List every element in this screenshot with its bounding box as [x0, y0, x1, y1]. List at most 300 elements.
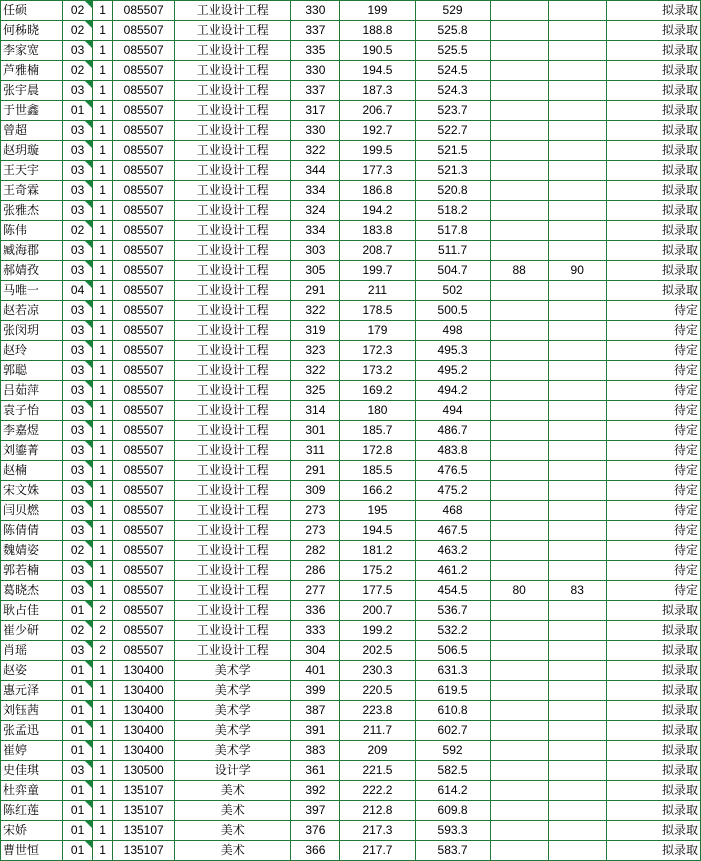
cell-major-code[interactable]: 085507	[113, 161, 175, 181]
cell-written-score[interactable]: 286	[291, 561, 340, 581]
cell-applicant-name[interactable]: 郭若楠	[1, 561, 63, 581]
cell-extra-score-1[interactable]	[490, 561, 548, 581]
cell-interview-score[interactable]: 173.2	[340, 361, 415, 381]
cell-total-score[interactable]: 525.8	[415, 21, 490, 41]
cell-extra-score-1[interactable]	[490, 341, 548, 361]
cell-major-code[interactable]: 085507	[113, 81, 175, 101]
cell-admission-status[interactable]: 拟录取	[606, 801, 700, 821]
cell-study-type[interactable]: 1	[93, 101, 113, 121]
cell-interview-score[interactable]: 217.7	[340, 841, 415, 861]
cell-major-code[interactable]: 085507	[113, 101, 175, 121]
table-row[interactable]	[1, 181, 701, 201]
cell-extra-score-2[interactable]	[548, 641, 606, 661]
cell-written-score[interactable]: 322	[291, 141, 340, 161]
cell-direction-code[interactable]	[63, 741, 93, 761]
cell-interview-score[interactable]: 230.3	[340, 661, 415, 681]
cell-total-score[interactable]: 511.7	[415, 241, 490, 261]
cell-direction-code[interactable]	[63, 481, 93, 501]
cell-extra-score-1[interactable]	[490, 321, 548, 341]
cell-major-code[interactable]: 085507	[113, 501, 175, 521]
cell-major-name[interactable]: 工业设计工程	[175, 181, 291, 201]
cell-study-type[interactable]: 1	[93, 281, 113, 301]
cell-total-score[interactable]: 454.5	[415, 581, 490, 601]
cell-direction-code[interactable]	[63, 1, 93, 21]
cell-extra-score-2[interactable]	[548, 61, 606, 81]
table-row[interactable]	[1, 821, 701, 841]
cell-major-code[interactable]: 085507	[113, 201, 175, 221]
cell-written-score[interactable]: 401	[291, 661, 340, 681]
cell-study-type[interactable]: 1	[93, 21, 113, 41]
cell-extra-score-1[interactable]	[490, 781, 548, 801]
cell-admission-status[interactable]: 拟录取	[606, 681, 700, 701]
cell-extra-score-2[interactable]	[548, 621, 606, 641]
cell-extra-score-2[interactable]	[548, 401, 606, 421]
cell-study-type[interactable]: 1	[93, 221, 113, 241]
cell-extra-score-2[interactable]	[548, 701, 606, 721]
cell-direction-code[interactable]	[63, 821, 93, 841]
cell-study-type[interactable]: 1	[93, 501, 113, 521]
cell-direction-code[interactable]	[63, 381, 93, 401]
table-row[interactable]	[1, 61, 701, 81]
table-row[interactable]	[1, 221, 701, 241]
cell-major-name[interactable]: 工业设计工程	[175, 501, 291, 521]
cell-total-score[interactable]: 520.8	[415, 181, 490, 201]
cell-major-name[interactable]: 工业设计工程	[175, 541, 291, 561]
cell-extra-score-1[interactable]	[490, 61, 548, 81]
cell-total-score[interactable]: 592	[415, 741, 490, 761]
cell-interview-score[interactable]: 199	[340, 1, 415, 21]
cell-total-score[interactable]: 536.7	[415, 601, 490, 621]
table-row[interactable]	[1, 161, 701, 181]
cell-total-score[interactable]: 518.2	[415, 201, 490, 221]
cell-major-code[interactable]: 085507	[113, 421, 175, 441]
table-row[interactable]	[1, 781, 701, 801]
cell-interview-score[interactable]: 222.2	[340, 781, 415, 801]
cell-major-code[interactable]: 130400	[113, 741, 175, 761]
cell-study-type[interactable]: 1	[93, 261, 113, 281]
cell-direction-code[interactable]	[63, 281, 93, 301]
cell-major-name[interactable]: 美术	[175, 821, 291, 841]
cell-major-code[interactable]: 085507	[113, 361, 175, 381]
cell-interview-score[interactable]: 190.5	[340, 41, 415, 61]
cell-extra-score-1[interactable]	[490, 161, 548, 181]
cell-applicant-name[interactable]: 肖瑶	[1, 641, 63, 661]
cell-extra-score-2[interactable]	[548, 481, 606, 501]
cell-major-code[interactable]: 085507	[113, 441, 175, 461]
cell-interview-score[interactable]: 211	[340, 281, 415, 301]
cell-major-code[interactable]: 130400	[113, 701, 175, 721]
cell-direction-code[interactable]	[63, 721, 93, 741]
cell-written-score[interactable]: 291	[291, 461, 340, 481]
cell-major-name[interactable]: 美术学	[175, 681, 291, 701]
cell-applicant-name[interactable]: 李嘉煜	[1, 421, 63, 441]
cell-applicant-name[interactable]: 赵楠	[1, 461, 63, 481]
cell-study-type[interactable]: 2	[93, 641, 113, 661]
cell-written-score[interactable]: 282	[291, 541, 340, 561]
cell-major-name[interactable]: 工业设计工程	[175, 101, 291, 121]
cell-admission-status[interactable]: 拟录取	[606, 661, 700, 681]
cell-major-name[interactable]: 工业设计工程	[175, 121, 291, 141]
cell-interview-score[interactable]: 199.5	[340, 141, 415, 161]
cell-extra-score-2[interactable]	[548, 561, 606, 581]
cell-direction-code[interactable]	[63, 501, 93, 521]
cell-interview-score[interactable]: 199.7	[340, 261, 415, 281]
cell-study-type[interactable]: 1	[93, 661, 113, 681]
cell-study-type[interactable]: 1	[93, 301, 113, 321]
cell-interview-score[interactable]: 188.8	[340, 21, 415, 41]
cell-direction-code[interactable]	[63, 441, 93, 461]
cell-total-score[interactable]: 467.5	[415, 521, 490, 541]
cell-direction-code[interactable]	[63, 521, 93, 541]
cell-study-type[interactable]: 1	[93, 521, 113, 541]
cell-admission-status[interactable]: 拟录取	[606, 821, 700, 841]
cell-study-type[interactable]: 1	[93, 161, 113, 181]
cell-admission-status[interactable]: 拟录取	[606, 641, 700, 661]
cell-extra-score-2[interactable]	[548, 841, 606, 861]
cell-applicant-name[interactable]: 葛晓杰	[1, 581, 63, 601]
cell-study-type[interactable]: 1	[93, 581, 113, 601]
cell-major-code[interactable]: 085507	[113, 581, 175, 601]
cell-study-type[interactable]: 1	[93, 461, 113, 481]
cell-interview-score[interactable]: 220.5	[340, 681, 415, 701]
cell-major-name[interactable]: 工业设计工程	[175, 81, 291, 101]
cell-extra-score-1[interactable]	[490, 301, 548, 321]
cell-interview-score[interactable]: 194.2	[340, 201, 415, 221]
cell-admission-status[interactable]: 待定	[606, 521, 700, 541]
cell-direction-code[interactable]	[63, 161, 93, 181]
cell-extra-score-2[interactable]	[548, 121, 606, 141]
cell-major-code[interactable]: 135107	[113, 821, 175, 841]
cell-study-type[interactable]: 1	[93, 561, 113, 581]
cell-study-type[interactable]: 2	[93, 601, 113, 621]
cell-written-score[interactable]: 334	[291, 221, 340, 241]
cell-study-type[interactable]: 1	[93, 381, 113, 401]
cell-extra-score-2[interactable]	[548, 761, 606, 781]
cell-direction-code[interactable]	[63, 561, 93, 581]
cell-admission-status[interactable]: 待定	[606, 321, 700, 341]
cell-applicant-name[interactable]: 陈倩倩	[1, 521, 63, 541]
cell-study-type[interactable]: 1	[93, 1, 113, 21]
cell-interview-score[interactable]: 166.2	[340, 481, 415, 501]
cell-study-type[interactable]: 1	[93, 801, 113, 821]
cell-interview-score[interactable]: 206.7	[340, 101, 415, 121]
cell-applicant-name[interactable]: 崔婷	[1, 741, 63, 761]
cell-direction-code[interactable]	[63, 121, 93, 141]
cell-major-code[interactable]: 085507	[113, 281, 175, 301]
table-row[interactable]	[1, 561, 701, 581]
table-row[interactable]	[1, 661, 701, 681]
cell-study-type[interactable]: 1	[93, 181, 113, 201]
cell-interview-score[interactable]: 169.2	[340, 381, 415, 401]
cell-major-name[interactable]: 工业设计工程	[175, 21, 291, 41]
table-row[interactable]	[1, 361, 701, 381]
cell-extra-score-1[interactable]	[490, 201, 548, 221]
cell-extra-score-1[interactable]	[490, 621, 548, 641]
cell-extra-score-2[interactable]	[548, 381, 606, 401]
cell-major-code[interactable]: 085507	[113, 121, 175, 141]
cell-interview-score[interactable]: 202.5	[340, 641, 415, 661]
cell-direction-code[interactable]	[63, 181, 93, 201]
cell-extra-score-2[interactable]	[548, 421, 606, 441]
table-row[interactable]	[1, 581, 701, 601]
cell-study-type[interactable]: 1	[93, 361, 113, 381]
cell-major-code[interactable]: 085507	[113, 341, 175, 361]
cell-interview-score[interactable]: 179	[340, 321, 415, 341]
cell-extra-score-1[interactable]	[490, 701, 548, 721]
table-row[interactable]	[1, 301, 701, 321]
cell-direction-code[interactable]	[63, 41, 93, 61]
cell-total-score[interactable]: 506.5	[415, 641, 490, 661]
cell-direction-code[interactable]	[63, 781, 93, 801]
cell-extra-score-1[interactable]	[490, 501, 548, 521]
cell-written-score[interactable]: 301	[291, 421, 340, 441]
cell-extra-score-1[interactable]	[490, 121, 548, 141]
cell-interview-score[interactable]: 183.8	[340, 221, 415, 241]
cell-written-score[interactable]: 322	[291, 361, 340, 381]
cell-direction-code[interactable]	[63, 201, 93, 221]
cell-extra-score-1[interactable]	[490, 821, 548, 841]
cell-admission-status[interactable]: 拟录取	[606, 601, 700, 621]
cell-total-score[interactable]: 502	[415, 281, 490, 301]
cell-total-score[interactable]: 583.7	[415, 841, 490, 861]
cell-total-score[interactable]: 495.3	[415, 341, 490, 361]
cell-interview-score[interactable]: 223.8	[340, 701, 415, 721]
cell-major-name[interactable]: 设计学	[175, 761, 291, 781]
cell-applicant-name[interactable]: 赵姿	[1, 661, 63, 681]
cell-study-type[interactable]: 1	[93, 121, 113, 141]
cell-direction-code[interactable]	[63, 341, 93, 361]
table-row[interactable]	[1, 381, 701, 401]
cell-major-code[interactable]: 085507	[113, 181, 175, 201]
cell-applicant-name[interactable]: 魏婧姿	[1, 541, 63, 561]
cell-major-code[interactable]: 085507	[113, 41, 175, 61]
cell-total-score[interactable]: 593.3	[415, 821, 490, 841]
cell-major-name[interactable]: 美术	[175, 841, 291, 861]
cell-study-type[interactable]: 1	[93, 61, 113, 81]
cell-written-score[interactable]: 304	[291, 641, 340, 661]
cell-extra-score-1[interactable]	[490, 601, 548, 621]
cell-major-code[interactable]: 085507	[113, 481, 175, 501]
cell-applicant-name[interactable]: 何秭晓	[1, 21, 63, 41]
cell-major-name[interactable]: 工业设计工程	[175, 241, 291, 261]
cell-interview-score[interactable]: 178.5	[340, 301, 415, 321]
cell-extra-score-1[interactable]	[490, 461, 548, 481]
cell-extra-score-2[interactable]	[548, 501, 606, 521]
cell-written-score[interactable]: 311	[291, 441, 340, 461]
cell-extra-score-2[interactable]: 83	[548, 581, 606, 601]
cell-written-score[interactable]: 322	[291, 301, 340, 321]
cell-interview-score[interactable]: 192.7	[340, 121, 415, 141]
cell-written-score[interactable]: 334	[291, 181, 340, 201]
cell-extra-score-1[interactable]	[490, 761, 548, 781]
cell-extra-score-1[interactable]	[490, 841, 548, 861]
cell-major-name[interactable]: 工业设计工程	[175, 561, 291, 581]
cell-written-score[interactable]: 324	[291, 201, 340, 221]
cell-admission-status[interactable]: 拟录取	[606, 161, 700, 181]
cell-direction-code[interactable]	[63, 141, 93, 161]
cell-interview-score[interactable]: 200.7	[340, 601, 415, 621]
cell-extra-score-2[interactable]	[548, 181, 606, 201]
cell-admission-status[interactable]: 待定	[606, 341, 700, 361]
cell-study-type[interactable]: 1	[93, 201, 113, 221]
cell-major-name[interactable]: 工业设计工程	[175, 521, 291, 541]
table-row[interactable]	[1, 621, 701, 641]
cell-interview-score[interactable]: 186.8	[340, 181, 415, 201]
cell-interview-score[interactable]: 212.8	[340, 801, 415, 821]
cell-total-score[interactable]: 619.5	[415, 681, 490, 701]
table-row[interactable]	[1, 21, 701, 41]
cell-extra-score-1[interactable]	[490, 241, 548, 261]
cell-major-code[interactable]: 085507	[113, 321, 175, 341]
cell-written-score[interactable]: 319	[291, 321, 340, 341]
table-row[interactable]	[1, 601, 701, 621]
cell-admission-status[interactable]: 拟录取	[606, 241, 700, 261]
cell-interview-score[interactable]: 211.7	[340, 721, 415, 741]
cell-extra-score-1[interactable]	[490, 1, 548, 21]
cell-total-score[interactable]: 517.8	[415, 221, 490, 241]
cell-extra-score-1[interactable]	[490, 101, 548, 121]
cell-interview-score[interactable]: 194.5	[340, 61, 415, 81]
cell-applicant-name[interactable]: 马唯一	[1, 281, 63, 301]
cell-applicant-name[interactable]: 赵玥璇	[1, 141, 63, 161]
cell-direction-code[interactable]	[63, 401, 93, 421]
cell-major-name[interactable]: 工业设计工程	[175, 61, 291, 81]
cell-applicant-name[interactable]: 崔少研	[1, 621, 63, 641]
cell-direction-code[interactable]	[63, 701, 93, 721]
cell-direction-code[interactable]	[63, 21, 93, 41]
cell-total-score[interactable]: 532.2	[415, 621, 490, 641]
cell-admission-status[interactable]: 拟录取	[606, 121, 700, 141]
cell-applicant-name[interactable]: 李家宽	[1, 41, 63, 61]
cell-admission-status[interactable]: 拟录取	[606, 281, 700, 301]
cell-applicant-name[interactable]: 袁子怡	[1, 401, 63, 421]
cell-written-score[interactable]: 337	[291, 81, 340, 101]
cell-total-score[interactable]: 524.5	[415, 61, 490, 81]
cell-major-code[interactable]: 135107	[113, 801, 175, 821]
cell-written-score[interactable]: 376	[291, 821, 340, 841]
cell-applicant-name[interactable]: 惠元泽	[1, 681, 63, 701]
cell-extra-score-1[interactable]	[490, 21, 548, 41]
cell-extra-score-1[interactable]	[490, 281, 548, 301]
cell-major-code[interactable]: 085507	[113, 21, 175, 41]
cell-interview-score[interactable]: 195	[340, 501, 415, 521]
cell-total-score[interactable]: 614.2	[415, 781, 490, 801]
cell-major-code[interactable]: 085507	[113, 261, 175, 281]
cell-major-code[interactable]: 085507	[113, 541, 175, 561]
table-row[interactable]	[1, 761, 701, 781]
cell-direction-code[interactable]	[63, 101, 93, 121]
cell-extra-score-1[interactable]	[490, 441, 548, 461]
cell-extra-score-2[interactable]	[548, 541, 606, 561]
table-row[interactable]	[1, 841, 701, 861]
cell-extra-score-1[interactable]	[490, 741, 548, 761]
cell-extra-score-1[interactable]	[490, 221, 548, 241]
cell-extra-score-1[interactable]: 88	[490, 261, 548, 281]
cell-admission-status[interactable]: 待定	[606, 501, 700, 521]
cell-total-score[interactable]: 468	[415, 501, 490, 521]
cell-written-score[interactable]: 330	[291, 121, 340, 141]
cell-major-name[interactable]: 工业设计工程	[175, 161, 291, 181]
cell-major-name[interactable]: 工业设计工程	[175, 581, 291, 601]
cell-interview-score[interactable]: 217.3	[340, 821, 415, 841]
cell-admission-status[interactable]: 拟录取	[606, 41, 700, 61]
cell-major-name[interactable]: 工业设计工程	[175, 361, 291, 381]
cell-major-code[interactable]: 085507	[113, 381, 175, 401]
cell-interview-score[interactable]: 172.3	[340, 341, 415, 361]
table-row[interactable]	[1, 281, 701, 301]
cell-applicant-name[interactable]: 杜弈童	[1, 781, 63, 801]
cell-applicant-name[interactable]: 张闵玥	[1, 321, 63, 341]
cell-applicant-name[interactable]: 陈伟	[1, 221, 63, 241]
cell-major-name[interactable]: 工业设计工程	[175, 41, 291, 61]
cell-applicant-name[interactable]: 史佳琪	[1, 761, 63, 781]
cell-total-score[interactable]: 495.2	[415, 361, 490, 381]
cell-written-score[interactable]: 273	[291, 521, 340, 541]
cell-extra-score-2[interactable]	[548, 521, 606, 541]
cell-extra-score-2[interactable]	[548, 741, 606, 761]
cell-extra-score-1[interactable]	[490, 541, 548, 561]
cell-extra-score-2[interactable]	[548, 681, 606, 701]
cell-study-type[interactable]: 1	[93, 841, 113, 861]
cell-written-score[interactable]: 387	[291, 701, 340, 721]
cell-total-score[interactable]: 602.7	[415, 721, 490, 741]
cell-major-name[interactable]: 工业设计工程	[175, 201, 291, 221]
cell-direction-code[interactable]	[63, 641, 93, 661]
cell-extra-score-1[interactable]	[490, 801, 548, 821]
cell-extra-score-1[interactable]	[490, 41, 548, 61]
cell-extra-score-2[interactable]	[548, 41, 606, 61]
cell-written-score[interactable]: 383	[291, 741, 340, 761]
table-row[interactable]	[1, 521, 701, 541]
cell-admission-status[interactable]: 拟录取	[606, 761, 700, 781]
cell-extra-score-1[interactable]	[490, 661, 548, 681]
cell-total-score[interactable]: 631.3	[415, 661, 490, 681]
cell-study-type[interactable]: 1	[93, 481, 113, 501]
cell-study-type[interactable]: 1	[93, 441, 113, 461]
cell-major-code[interactable]: 130500	[113, 761, 175, 781]
cell-applicant-name[interactable]: 宋娇	[1, 821, 63, 841]
cell-total-score[interactable]: 521.5	[415, 141, 490, 161]
cell-study-type[interactable]: 1	[93, 541, 113, 561]
cell-study-type[interactable]: 1	[93, 81, 113, 101]
cell-total-score[interactable]: 529	[415, 1, 490, 21]
cell-study-type[interactable]: 1	[93, 421, 113, 441]
cell-written-score[interactable]: 291	[291, 281, 340, 301]
cell-direction-code[interactable]	[63, 241, 93, 261]
cell-written-score[interactable]: 366	[291, 841, 340, 861]
cell-interview-score[interactable]: 209	[340, 741, 415, 761]
cell-applicant-name[interactable]: 王奇霖	[1, 181, 63, 201]
table-row[interactable]	[1, 41, 701, 61]
cell-direction-code[interactable]	[63, 601, 93, 621]
cell-direction-code[interactable]	[63, 661, 93, 681]
cell-total-score[interactable]: 500.5	[415, 301, 490, 321]
cell-study-type[interactable]: 1	[93, 141, 113, 161]
cell-extra-score-2[interactable]	[548, 441, 606, 461]
cell-extra-score-1[interactable]	[490, 521, 548, 541]
cell-direction-code[interactable]	[63, 681, 93, 701]
cell-applicant-name[interactable]: 曹世恒	[1, 841, 63, 861]
cell-extra-score-2[interactable]	[548, 141, 606, 161]
cell-total-score[interactable]: 476.5	[415, 461, 490, 481]
cell-interview-score[interactable]: 194.5	[340, 521, 415, 541]
cell-direction-code[interactable]	[63, 841, 93, 861]
cell-applicant-name[interactable]: 刘钰茜	[1, 701, 63, 721]
cell-interview-score[interactable]: 185.7	[340, 421, 415, 441]
cell-study-type[interactable]: 1	[93, 241, 113, 261]
cell-interview-score[interactable]: 180	[340, 401, 415, 421]
cell-extra-score-2[interactable]	[548, 161, 606, 181]
